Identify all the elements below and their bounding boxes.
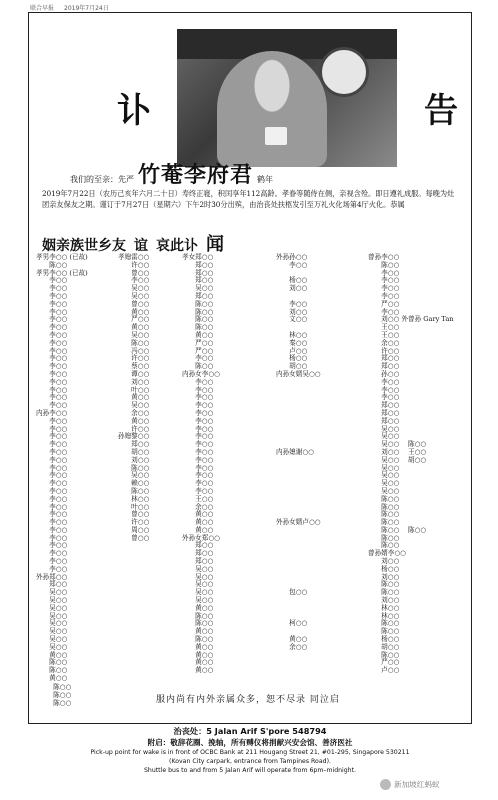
mourner-line: 孝男李○○ (已故) — [36, 253, 88, 261]
mourner-line: 赖○○ — [118, 479, 150, 488]
mourner-line — [276, 566, 366, 574]
mourner-line: 李○○ — [36, 385, 68, 394]
mourner-line: 李○○ — [182, 455, 214, 464]
mourner-line: 李○○ — [36, 346, 68, 355]
mourner-line: 叶○○ — [118, 385, 150, 394]
mourner-line: 李○○ — [276, 260, 308, 269]
mourner-line — [276, 410, 366, 418]
mourner-line: 李○○ — [36, 525, 68, 534]
mourner-line: 王○○ — [182, 494, 214, 503]
mourner-line: 曾○○ — [118, 268, 150, 277]
mourner-line: 郑○○ — [368, 354, 400, 363]
mourner-line: 李○○ — [182, 393, 214, 402]
mourner-line: 陈○○ — [40, 683, 72, 691]
mourner-line — [276, 379, 366, 387]
mourner-line: 杨○○ — [368, 564, 400, 573]
mourner-line: 李○○ — [36, 276, 68, 285]
closing-section — [36, 684, 466, 720]
mourner-line: 吴○○ — [36, 603, 68, 612]
mourner-line: 吴○○ 胡○○ — [368, 455, 427, 464]
mourner-line: 李○○ — [36, 299, 68, 308]
mourner-line — [276, 550, 366, 558]
mourner-line: 陈○○ — [368, 260, 400, 269]
mourner-line: 李○○ — [36, 479, 68, 488]
mourner-line: 李○○ — [36, 362, 68, 371]
mourner-line: 吴○○ — [368, 471, 400, 480]
mourner-line — [276, 457, 366, 465]
mourner-line: 李○○ — [36, 463, 68, 472]
mourner-line — [276, 504, 366, 512]
mourner-line: 黄○○ — [182, 518, 214, 527]
mourner-line: 王○○ — [368, 323, 400, 332]
mourner-line — [276, 542, 366, 550]
mourner-line: 李○○ — [182, 479, 214, 488]
mourner-line: 李○○ — [182, 463, 214, 472]
mourner-line: 李○○ — [368, 385, 400, 394]
mourner-line: 吴○○ — [36, 635, 68, 644]
deceased-line — [70, 158, 430, 188]
mourner-line: 严○○ — [182, 346, 214, 355]
mourners-column-1 — [36, 254, 116, 683]
notice-char-left: 讣 — [117, 91, 153, 131]
mourner-line: 郑○○ — [118, 440, 150, 449]
mourner-line: 李○○ — [36, 323, 68, 332]
mourner-line: 包○○ — [276, 588, 308, 597]
mourner-line: 吴○○ — [36, 588, 68, 597]
mourner-line: 吴○○ — [368, 432, 400, 441]
mourner-line: 杨○○ — [276, 276, 308, 285]
mourner-line: 黄○○ — [182, 510, 214, 519]
mourner-line: 陈○○ — [368, 541, 400, 550]
mourner-line: 李○○ — [36, 393, 68, 402]
mourner-line: 陈○○ — [182, 619, 214, 628]
mourner-line: 林○○ — [368, 603, 400, 612]
mourner-line: 吴○○ — [182, 596, 214, 605]
mourner-line: 吴○○ — [182, 564, 214, 573]
photo-cup — [265, 127, 287, 145]
mourner-line: 黄○○ — [182, 525, 214, 534]
mourner-line: 李○○ — [368, 291, 400, 300]
mourner-line: 陈○○ — [368, 502, 400, 511]
mourner-line: 陈○○ — [36, 666, 68, 675]
mourners-columns — [36, 254, 466, 682]
mourner-line: 孝女郑○○ — [182, 253, 214, 261]
mourner-line: 郑○○ — [368, 401, 400, 410]
pickup-point: Pick-up point for wake is in front of OCBC Bank at 211 Hougang Street 21, #01-295, Singapore 530211 — [90, 749, 410, 756]
mourner-line: 曾○○ — [118, 299, 150, 308]
clan-word-1: 谊 — [134, 238, 148, 254]
mourner-line: 刘○○ 外曾孙 Gary Tan — [368, 315, 454, 324]
mourner-line: 陈○○ — [118, 463, 150, 472]
mourner-line: 谭○○ — [118, 369, 150, 378]
mourner-line: 李○○ — [36, 494, 68, 503]
mourner-line: 秦○○ — [276, 338, 308, 347]
mourners-column-5 — [368, 254, 466, 675]
mourner-line: 林○○ — [276, 330, 308, 339]
mourner-line: 陈○○ — [182, 611, 214, 620]
mourner-line: 吴○○ — [368, 479, 400, 488]
mourner-line: 郑○○ — [182, 276, 214, 285]
mourner-line: 吴○○ — [36, 619, 68, 628]
mourner-line: 李○○ — [36, 541, 68, 550]
mourner-line: 黄○○ — [182, 658, 214, 667]
mourner-line: 李○○ — [36, 455, 68, 464]
donation-note: 附启：敬辞花圈、挽轴，所有赙仪将捐献兴安会馆、善济医社 — [147, 738, 353, 747]
mourner-line: 黄○○ — [182, 603, 214, 612]
mourner-line: 黄○○ — [182, 642, 214, 651]
mourner-line: 孙○○ — [368, 369, 400, 378]
mourner-line: 陈○○ — [182, 315, 214, 324]
mourner-line: 李○○ — [182, 377, 214, 386]
shuttle-info: Shuttle bus to and from 5 Jalan Arif will operate from 6pm–midnight. — [143, 767, 356, 774]
mourner-line: 黄○○ — [118, 307, 150, 316]
mourner-line: 黄○○ — [182, 666, 214, 675]
mourner-line: 严○○ — [368, 658, 400, 667]
mourner-line: 杨○○ — [276, 354, 308, 363]
mourner-line — [276, 597, 366, 605]
mourner-line: 李○○ — [182, 385, 214, 394]
mourner-line: 郑○○ — [182, 260, 214, 269]
mourner-line: 陈○○ — [36, 658, 68, 667]
mourner-line: 冯○○ — [118, 346, 150, 355]
mourner-line: 陈○○ — [368, 494, 400, 503]
mourner-line — [276, 605, 366, 613]
paper-date: 2019年7月24日 — [64, 4, 109, 12]
mourner-line: 曾○○ — [118, 533, 150, 542]
photo-clock — [319, 47, 369, 97]
mourner-line: 李○○ — [36, 502, 68, 511]
mourner-line: 孙媳黎○○ — [118, 432, 150, 441]
mourner-line: 李○○ — [36, 486, 68, 495]
mourner-line: 郑○○ — [182, 291, 214, 300]
mourner-line: 曾孙婿李○○ — [368, 549, 406, 558]
mourner-line: 李○○ — [36, 471, 68, 480]
mourner-line: 李○○ — [36, 291, 68, 300]
mourner-line: 陈○○ — [368, 627, 400, 636]
mourner-line: 陈○○ — [368, 510, 400, 519]
mourner-line: 文○○ — [276, 315, 308, 324]
mourner-line: 李○○ — [36, 307, 68, 316]
mourner-line: 林○○ — [368, 611, 400, 620]
mourner-line: 刘○○ — [276, 307, 308, 316]
announcement-text: 2019年7月22日（农历己亥年六月二十日）寿终正寝，积闰享年112高龄。孝眷等随侍在侧，亲视含殓。即日遵礼成服。每晚为灶团亲友保友之期。谨订于7月27日（星期六）下午2时30分出殡，由治丧处扶柩发引至万礼火化场第4厅火化。恭属 — [42, 189, 455, 209]
mourner-line: 李○○ — [182, 354, 214, 363]
mourner-line: 李○○ — [182, 408, 214, 417]
mourner-line: 陈○○ — [40, 690, 72, 699]
mourner-line — [276, 426, 366, 434]
mourner-line: 李○○ — [36, 549, 68, 558]
mourner-line: 李○○ — [36, 369, 68, 378]
mourner-line: 吴○○ — [118, 284, 150, 293]
mourner-line: 李○○ — [36, 416, 68, 425]
mourner-line: 刘○○ — [276, 284, 308, 293]
mourner-line: 内孙李○○ — [36, 408, 68, 417]
mourner-line: 许○○ — [368, 346, 400, 355]
mourner-line: 吴○○ 陈○○ — [368, 440, 427, 449]
mourner-line: 陈○○ — [368, 619, 400, 628]
mourner-line: 严○○ — [118, 315, 150, 324]
mourner-line: 李○○ — [182, 416, 214, 425]
mourner-line — [276, 480, 366, 488]
mourner-line: 李○○ — [182, 424, 214, 433]
deceased-suffix: 鹤年 — [257, 175, 274, 184]
mourner-line: 余○○ — [276, 642, 308, 651]
mourner-line: 李○○ — [36, 354, 68, 363]
mourner-line: 吴○○ — [118, 291, 150, 300]
mourner-line: 林○○ — [118, 494, 150, 503]
mourner-line: 陈○○ — [182, 323, 214, 332]
closing-names — [40, 684, 71, 707]
mourner-line: 陈○○ — [182, 307, 214, 316]
mourner-line: 李○○ — [368, 377, 400, 386]
mourner-line: 陈○○ 陈○○ — [368, 525, 427, 534]
mourner-line: 外孙女郑○○ — [182, 533, 220, 542]
mourner-line — [276, 472, 366, 480]
mourner-line: 黄○○ — [36, 674, 68, 683]
mourner-line: 曾孙李○○ — [368, 253, 400, 261]
mourner-line: 李○○ — [182, 440, 214, 449]
mourner-line: 李○○ — [36, 564, 68, 573]
mourner-line — [276, 394, 366, 402]
mourner-line: 陈○○ — [182, 362, 214, 371]
mourner-line: 吴○○ — [182, 284, 214, 293]
clan-text: 姻亲族世乡友 — [42, 238, 126, 254]
mourner-line: 刘○○ — [118, 377, 150, 386]
mourner-line: 吴○○ — [36, 642, 68, 651]
mourner-line: 李○○ — [36, 440, 68, 449]
mourner-line: 李○○ — [36, 315, 68, 324]
mourner-line: 陈○○ — [40, 698, 72, 707]
mourner-line: 陈○○ — [368, 588, 400, 597]
mourner-line: 刘○○ 王○○ — [368, 447, 427, 456]
mourner-line: 吴○○ — [118, 330, 150, 339]
mourners-column-4 — [276, 254, 366, 652]
mourner-line: 柯○○ — [276, 619, 308, 628]
mourner-line — [276, 496, 366, 504]
mourner-line: 王○○ — [368, 330, 400, 339]
mourner-line: 刘○○ — [368, 557, 400, 566]
mourner-line: 郑○○ — [182, 557, 214, 566]
mourner-line: 李○○ — [36, 424, 68, 433]
mourner-line: 黄○○ — [276, 635, 308, 644]
mourner-line: 卢○○ — [276, 346, 308, 355]
mourner-line: 周○○ — [118, 525, 150, 534]
mourner-line: 陈○○ — [182, 299, 214, 308]
mourner-line: 外孙孙○○ — [276, 253, 308, 261]
mourner-line: 内孙女婿吴○○ — [276, 369, 321, 378]
mourner-line: 胡○○ — [276, 362, 308, 371]
mourner-line: 陈○○ — [182, 635, 214, 644]
mourner-line: 黄○○ — [36, 650, 68, 659]
mourner-line: 吴○○ — [118, 471, 150, 480]
mourner-line: 李○○ — [182, 432, 214, 441]
mourner-line — [276, 433, 366, 441]
mourner-line: 李○○ — [36, 377, 68, 386]
mourner-line: 胡○○ — [118, 447, 150, 456]
mourner-line: 李○○ — [368, 284, 400, 293]
mourner-line — [276, 488, 366, 496]
mourner-line: 余○○ — [368, 338, 400, 347]
mourner-line: 李○○ — [36, 447, 68, 456]
mourner-line: 黄○○ — [182, 627, 214, 636]
wechat-icon — [380, 779, 391, 790]
mourner-line: 黄○○ — [118, 416, 150, 425]
mourner-line: 李○○ — [36, 338, 68, 347]
mourner-line: 曾○○ — [118, 510, 150, 519]
mourner-line — [276, 465, 366, 473]
mourner-line: 陈○○ — [118, 486, 150, 495]
mourner-line: 许○○ — [118, 424, 150, 433]
photo-person — [217, 51, 327, 167]
wake-address: 治丧处：5 Jalan Arif S'pore 548794 — [173, 726, 327, 736]
newspaper-masthead — [30, 2, 470, 12]
mourner-line: 郑○○ — [182, 268, 214, 277]
mourners-column-3 — [182, 254, 274, 675]
clan-big-char: 闻 — [206, 234, 224, 255]
mourner-line: 外孙郑○○ — [36, 572, 68, 581]
mourner-line: 许○○ — [118, 354, 150, 363]
mourner-line: 严○○ — [368, 299, 400, 308]
mourner-line: 卢○○ — [368, 666, 400, 675]
mourner-line: 孝男李○○ (已故) — [36, 268, 88, 277]
mourner-line: 吴○○ — [118, 401, 150, 410]
mourner-line: 陈○○ — [118, 338, 150, 347]
mourner-line — [276, 527, 366, 535]
mourner-line: 吴○○ — [368, 463, 400, 472]
mourner-line: 黄○○ — [182, 330, 214, 339]
portrait-photo — [177, 29, 397, 167]
mourner-line — [276, 402, 366, 410]
mourner-line: 刘○○ — [368, 572, 400, 581]
mourner-line: 李○○ — [36, 432, 68, 441]
mourner-line: 李○○ — [368, 268, 400, 277]
mourner-line: 内孙女李○○ — [182, 369, 220, 378]
mourner-line: 刘○○ — [118, 455, 150, 464]
mourner-line: 李○○ — [36, 401, 68, 410]
paper-name: 联合早报 — [30, 4, 55, 12]
mourner-line: 刘○○ — [368, 596, 400, 605]
mourner-line: 李○○ — [276, 299, 308, 308]
mourner-line: 杨○○ — [368, 635, 400, 644]
mourner-line: 叶○○ — [118, 502, 150, 511]
closing-statement: 服内尚有内外亲属众多，恕不尽录 同泣启 — [156, 695, 340, 705]
mourner-line: 郑○○ — [182, 549, 214, 558]
mourner-line: 吴○○ — [368, 486, 400, 495]
mourner-line: 李○○ — [36, 533, 68, 542]
mourner-line: 陈○○ — [368, 533, 400, 542]
mourner-line: 李○○ — [368, 276, 400, 285]
mourner-line: 李○○ — [36, 557, 68, 566]
pickup-carpark: (Kovan City carpark, entrance from Tampines Road). — [169, 758, 331, 765]
mourner-line: 胡○○ — [368, 642, 400, 651]
watermark-text: 新加坡红蚂蚁 — [394, 779, 440, 789]
mourner-line: 蔡○○ — [118, 362, 150, 371]
mourner-line: 陈○○ — [368, 650, 400, 659]
mourner-line: 陈○○ — [368, 580, 400, 589]
mourner-line: 陈○○ — [368, 518, 400, 527]
mourner-line: 吴○○ — [36, 596, 68, 605]
mourner-line: 吴○○ — [36, 611, 68, 620]
mourner-line: 外孙女婿卢○○ — [276, 518, 321, 527]
mourner-line: 李○○ — [182, 401, 214, 410]
mourner-line: 郑○○ — [368, 408, 400, 417]
mourner-line: 许○○ — [118, 260, 150, 269]
mourner-line: 黄○○ — [118, 323, 150, 332]
mourner-line: 郑○○ — [368, 416, 400, 425]
mourner-line: 吴○○ — [182, 588, 214, 597]
mourner-line — [276, 535, 366, 543]
mourner-line: 孝媳雷○○ — [118, 253, 150, 261]
mourner-line — [276, 574, 366, 582]
deceased-name: 竹菴李府君 — [138, 162, 254, 188]
clan-word-2: 哀此讣 — [156, 238, 198, 254]
mourner-line: 李○○ — [36, 330, 68, 339]
mourner-line: 李○○ — [36, 518, 68, 527]
mourner-line: 郑○○ — [368, 362, 400, 371]
mourner-line: 吴○○ — [182, 580, 214, 589]
watermark — [380, 776, 496, 792]
mourner-line: 黄○○ — [118, 393, 150, 402]
mourner-line — [276, 558, 366, 566]
mourner-line: 严○○ — [182, 338, 214, 347]
mourner-line — [276, 418, 366, 426]
notice-char-right: 告 — [424, 91, 460, 131]
mourner-line — [276, 387, 366, 395]
mourner-line: 李○○ — [36, 284, 68, 293]
mourner-line: 李○○ — [368, 393, 400, 402]
mourner-line: 李○○ — [368, 307, 400, 316]
mourner-line: 许○○ — [118, 518, 150, 527]
mourner-line: 吴○○ — [368, 424, 400, 433]
mourner-line: 吴○○ — [36, 627, 68, 636]
mourner-line: 黄○○ — [182, 650, 214, 659]
mourner-line: 李○○ — [182, 471, 214, 480]
clan-line — [42, 230, 442, 255]
mourner-line: 李○○ — [118, 276, 150, 285]
mourner-line: 李○○ — [182, 486, 214, 495]
mourner-line: 李○○ — [182, 447, 214, 456]
mourner-line: 陈○○ — [36, 260, 68, 269]
mourner-line: 郑○○ — [36, 580, 68, 589]
mourner-line: 郑○○ — [182, 541, 214, 550]
mourner-line: 余○○ — [118, 408, 150, 417]
mourners-column-2 — [118, 254, 180, 542]
mourner-line: 余○○ — [182, 502, 214, 511]
mourner-line: 内孙媳谢○○ — [276, 447, 314, 456]
mourner-line: 吴○○ — [182, 572, 214, 581]
deceased-prefix: 我们的至亲：先严 — [70, 175, 134, 184]
mourner-line: 李○○ — [36, 510, 68, 519]
